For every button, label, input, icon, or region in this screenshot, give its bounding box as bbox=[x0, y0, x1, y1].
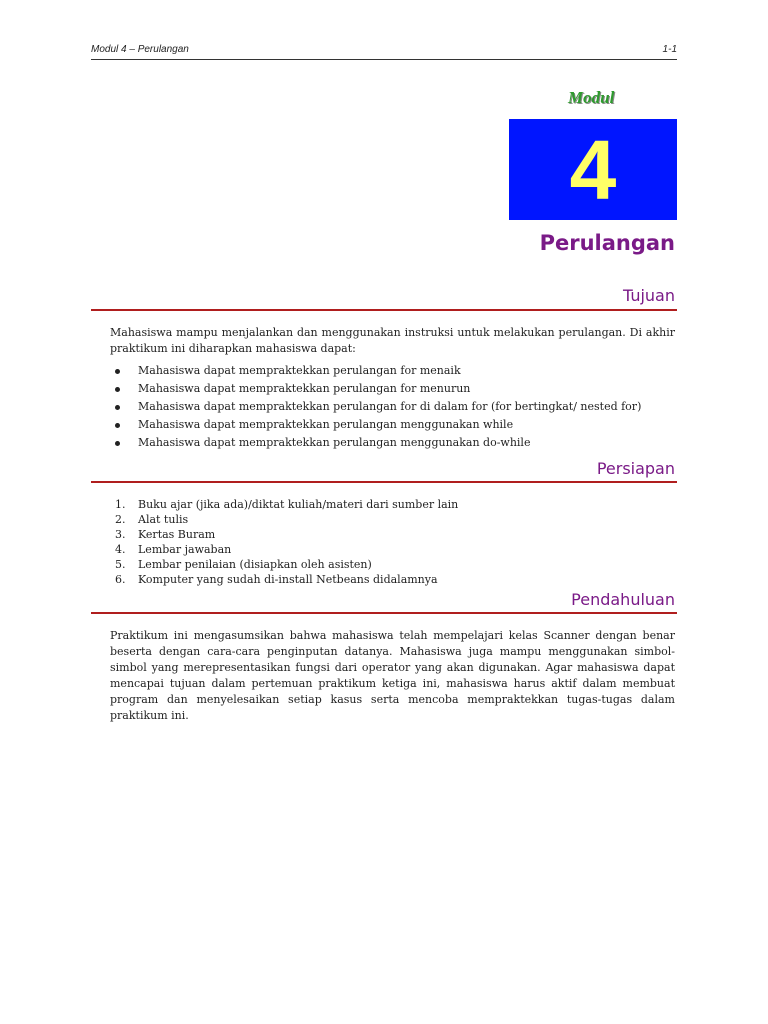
list-item bbox=[110, 512, 675, 527]
module-label: Modul bbox=[568, 88, 615, 107]
section-rule bbox=[91, 481, 677, 483]
module-number-box bbox=[509, 119, 677, 220]
list-item-text: Mahasiswa dapat mempraktekkan perulangan menggunakan while bbox=[138, 418, 514, 431]
list-item-text: Lembar penilaian (disiapkan oleh asisten) bbox=[138, 558, 372, 571]
bullet-icon bbox=[115, 387, 120, 392]
section-heading-tujuan: Tujuan bbox=[622, 286, 675, 305]
list-item bbox=[110, 434, 675, 452]
list-item-number: 3. bbox=[115, 528, 126, 541]
list-item-text: Mahasiswa dapat mempraktekkan perulangan for menaik bbox=[138, 364, 461, 377]
list-item bbox=[110, 542, 675, 557]
section-rule bbox=[91, 612, 677, 614]
bullet-icon bbox=[115, 423, 120, 428]
list-item-number: 5. bbox=[115, 558, 126, 571]
list-item-text: Lembar jawaban bbox=[138, 543, 232, 556]
list-item bbox=[110, 527, 675, 542]
section-rule bbox=[91, 309, 677, 311]
list-item-text: Kertas Buram bbox=[138, 528, 216, 541]
list-item bbox=[110, 572, 675, 587]
persiapan-list bbox=[110, 497, 675, 587]
page-number: 1-1 bbox=[662, 44, 677, 55]
tujuan-intro: Mahasiswa mampu menjalankan dan menggunakan instruksi untuk melakukan perulangan. Di akhir praktikum ini diharapkan mahasiswa dapat: bbox=[110, 326, 675, 355]
list-item bbox=[110, 497, 675, 512]
list-item-number: 2. bbox=[115, 513, 126, 526]
list-item-text: Mahasiswa dapat mempraktekkan perulangan menggunakan do-while bbox=[138, 436, 531, 449]
list-item-text: Buku ajar (jika ada)/diktat kuliah/materi dari sumber lain bbox=[138, 498, 459, 511]
list-item-text: Alat tulis bbox=[138, 513, 189, 526]
tujuan-list bbox=[110, 362, 675, 452]
section-heading-pendahuluan: Pendahuluan bbox=[571, 590, 675, 609]
list-item-number: 6. bbox=[115, 573, 126, 586]
bullet-icon bbox=[115, 405, 120, 410]
list-item bbox=[110, 557, 675, 572]
bullet-icon bbox=[115, 369, 120, 374]
list-item bbox=[110, 380, 675, 398]
list-item-number: 4. bbox=[115, 543, 126, 556]
list-item-text: Mahasiswa dapat mempraktekkan perulangan for menurun bbox=[138, 382, 471, 395]
page-header bbox=[91, 41, 677, 60]
section-heading-persiapan: Persiapan bbox=[596, 459, 675, 478]
pendahuluan-paragraph: Praktikum ini mengasumsikan bahwa mahasiswa telah mempelajari kelas Scanner dengan benar beserta dengan cara-cara penginputan datanya. Mahasiswa juga mampu menggunakan simbol-simbol yang merepresentasikan fungsi dari operator yang akan digunakan. Agar mahasiswa dapat mencapai tujuan dalam pertemuan praktikum ketiga ini, mahasiswa harus aktif dalam membuat program dan menyelesaikan setiap kasus serta mencoba mempraktekkan tugas-tugas dalam praktikum ini. bbox=[110, 629, 675, 722]
list-item bbox=[110, 362, 675, 380]
list-item bbox=[110, 398, 675, 416]
list-item-text: Komputer yang sudah di-install Netbeans didalamnya bbox=[138, 573, 438, 586]
header-module-title: Modul 4 – Perulangan bbox=[91, 44, 189, 55]
module-number: 4 bbox=[569, 122, 617, 217]
bullet-icon bbox=[115, 441, 120, 446]
list-item-number: 1. bbox=[115, 498, 126, 511]
chapter-title: Perulangan bbox=[539, 231, 675, 255]
list-item-text: Mahasiswa dapat mempraktekkan perulangan for di dalam for (for bertingkat/ nested for) bbox=[138, 400, 642, 413]
list-item bbox=[110, 416, 675, 434]
